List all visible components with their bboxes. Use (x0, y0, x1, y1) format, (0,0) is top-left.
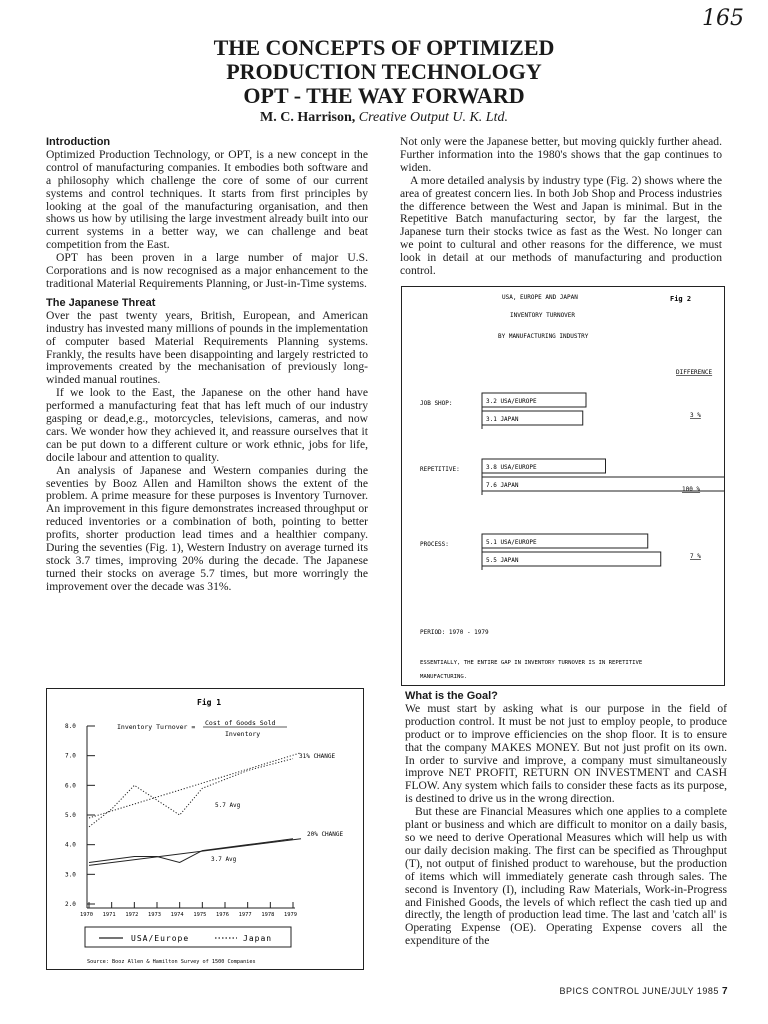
fig2-group-label: REPETITIVE: (420, 466, 460, 473)
fig2-title-line: USA, EUROPE AND JAPAN (502, 294, 578, 301)
legend-japan: Japan (243, 934, 273, 943)
fig2-bar-label: 5.5 JAPAN (486, 557, 519, 564)
fig2-bar-label: 7.6 JAPAN (486, 482, 519, 489)
title-line: OPT - THE WAY FORWARD (243, 83, 525, 108)
formula-numerator: Cost of Goods Sold (205, 719, 276, 727)
paragraph: A more detailed analysis by industry type (Fig. 2) shows where the area of greatest concern lies. In both Job Shop and Process industries the difference between the West and Japan is minimal. But in the Repetitive Batch manufacturing sector, by far the largest, the Japanese turn their stocks twice as fast as the West. No longer can we point to cultural and other reasons for the difference, we must look in detail at our methods of manufacturing and production control. (400, 173, 722, 278)
fig2-title-line: INVENTORY TURNOVER (510, 312, 576, 319)
annotation-japan-avg: 5.7 Avg (215, 802, 241, 809)
fig1-x-tick-label: 1978 (261, 912, 275, 918)
paragraph: If we look to the East, the Japanese on the other hand have performed a manufacturing feat that has left much of our industry gasping or dead,e.g., motorcycles, televisions, cameras, and now cars. We wonder how they achieved it, and reassure ourselves that it can be put down to a different culture or work ethnic, jobs for life, docile labour and attention to quality. (46, 386, 368, 464)
fig1-trendline (89, 839, 301, 866)
fig1-series-japan (89, 759, 293, 827)
fig2-difference-value: 7 % (690, 553, 701, 560)
fig2-chart (402, 287, 724, 685)
fig1-x-tick-label: 1974 (170, 912, 184, 918)
fig2-label: Fig 2 (670, 295, 692, 303)
legend-usa-europe: USA/Europe (131, 934, 190, 943)
footer-text: BPICS CONTROL JUNE/JULY 1985 (559, 986, 719, 996)
difference-header: DIFFERENCE (676, 369, 713, 376)
fig1-y-tick-label: 2.0 (65, 901, 76, 908)
title-line: PRODUCTION TECHNOLOGY (226, 59, 542, 84)
author-name: M. C. Harrison, (260, 110, 356, 125)
fig2-title-line: BY MANUFACTURING INDUSTRY (498, 333, 589, 340)
paragraph: Over the past twenty years, British, European, and American industry has invested many millions of pounds in the implementation of computer based Material Requirements Planning systems. Frankly, the results have been disappointing and largely restricted to improvements created by the mechanisation of previously long-winded manual routines. (46, 308, 368, 387)
fig1-y-tick-label: 6.0 (65, 782, 76, 790)
fig1-x-tick-label: 1976 (216, 912, 229, 918)
fig1-x-tick-label: 1972 (125, 912, 139, 918)
page-number: 165 (702, 6, 744, 31)
paragraph: But these are Financial Measures which one applies to a complete plant or business and which are difficult to monitor on a daily basis, so we need to derive Operational Measures which will help us with our daily decision making. The first can be specified as Throughput (T), not output of finished product to warehouse, but the production of items which will immediately generate cash through sales. The second is Inventory (I), including Raw Materials, Work-in-Progress and Finished Goods, the levels of which reflect the cash tied up and directly, the length of production lead time. The last and 'catch all' is Operating Expense (OE). Operating Expense covers all the expenditure of the (405, 805, 727, 948)
fig2-bar-label: 5.1 USA/EUROPE (486, 539, 537, 546)
fig2-note: ESSENTIALLY, THE ENTIRE GAP IN INVENTORY TURNOVER IS IN REPETITIVE (420, 660, 643, 666)
fig2-period: PERIOD: 1970 - 1979 (420, 629, 489, 636)
right-column-top (400, 136, 722, 278)
fig1-series-usaeurope (89, 839, 293, 863)
fig2-difference-value: 100 % (682, 486, 701, 493)
title-line: THE CONCEPTS OF OPTIMIZED (213, 35, 555, 60)
annotation-31-change: 31% CHANGE (299, 753, 336, 760)
formula-lhs: Inventory Turnover = (117, 723, 196, 731)
fig2-box (401, 286, 725, 686)
fig1-y-tick-label: 8.0 (65, 723, 76, 730)
fig1-chart (47, 689, 363, 969)
fig1-x-tick-label: 1970 (80, 912, 93, 918)
right-column-bottom (405, 690, 727, 948)
section-heading: Introduction (46, 136, 111, 148)
paragraph: We must start by asking what is our purpose in the field of production control. It must be not just to employ people, to produce product or to improve efficiencies on the shop floor. It is to ensure that the company MAKES MONEY. But not just profit on its own. In order to survive and improve, a company must simultaneously improve NET PROFIT, RETURN ON INVESTMENT and CASH FLOW. Any system which fails to consider these facts as its purpose, is destined to drive us in the wrong direction. (405, 701, 727, 806)
section-heading: What is the Goal? (405, 690, 498, 702)
fig1-trendline (89, 753, 301, 818)
fig2-bar-label: 3.8 USA/EUROPE (486, 464, 537, 471)
fig1-title: Fig 1 (197, 698, 222, 707)
fig1-y-tick-label: 3.0 (65, 871, 76, 879)
fig2-note: MANUFACTURING. (420, 674, 468, 680)
fig2-bar-label: 3.2 USA/EUROPE (486, 398, 537, 405)
formula-denominator: Inventory (225, 730, 261, 738)
fig1-y-tick-label: 4.0 (65, 841, 76, 849)
fig1-source: Source: Booz Allen & Hamilton Survey of 1500 Companies (87, 959, 256, 965)
footer (560, 986, 728, 997)
fig2-difference-value: 3 % (690, 412, 701, 419)
fig2-group-label: PROCESS: (420, 541, 449, 548)
fig1-x-tick-label: 1975 (193, 912, 207, 918)
fig1-x-tick-label: 1977 (238, 912, 252, 918)
paragraph: Optimized Production Technology, or OPT, is a new concept in the control of manufacturing companies. It embodies both software and a philosophy which challenge the core of some of our current systems and control techniques. It starts from first principles by looking at the goal of the manufacturing organisation, and then shows us how by utilising the large investment already built into our current systems in a better way, we can challenge and beat competition from the East. (46, 147, 368, 252)
fig1-x-tick-label: 1973 (148, 912, 161, 918)
fig1-y-tick-label: 5.0 (65, 812, 76, 819)
paragraph: Not only were the Japanese better, but moving quickly further ahead. Further information into the 1980's shows that the gap continues to widen. (400, 135, 722, 174)
article-title (0, 36, 768, 108)
fig1-y-tick-label: 7.0 (65, 752, 76, 760)
paragraph: An analysis of Japanese and Western companies during the seventies by Booz Allen and Hamilton shows the extent of the problem. A prime measure for these purposes is Inventory Turnover. An improvement in this figure demonstrates increased throughput or reduced inventories or a combination of both, pointing to better profits, shorter production lead times and a healthier company. During the seventies (Fig. 1), Western Industry on average turned its stock 3.7 times, improving 20% during the decade. The Japanese turned their stocks on average 5.7 times, but more worringly the improvement over the decade was 31%. (46, 463, 368, 593)
fig1-box (46, 688, 364, 970)
annotation-usa-avg: 3.7 Avg (211, 856, 237, 863)
author-line (0, 110, 768, 126)
author-affiliation: Creative Output U. K. Ltd. (358, 110, 508, 125)
left-column (46, 136, 368, 594)
footer-page: 7 (721, 986, 728, 997)
fig2-bar-label: 3.1 JAPAN (486, 416, 519, 423)
section-heading: The Japanese Threat (46, 296, 156, 309)
paragraph: OPT has been proven in a large number of major U.S. Corporations and is now recognised as a major enhancement to the traditional Material Requirements Planning, or Just-in-Time systems. (46, 251, 368, 290)
annotation-20-change: 20% CHANGE (307, 831, 344, 838)
fig1-x-tick-label: 1971 (102, 912, 116, 918)
fig2-group-label: JOB SHOP: (420, 400, 453, 407)
fig1-x-tick-label: 1979 (284, 912, 297, 918)
